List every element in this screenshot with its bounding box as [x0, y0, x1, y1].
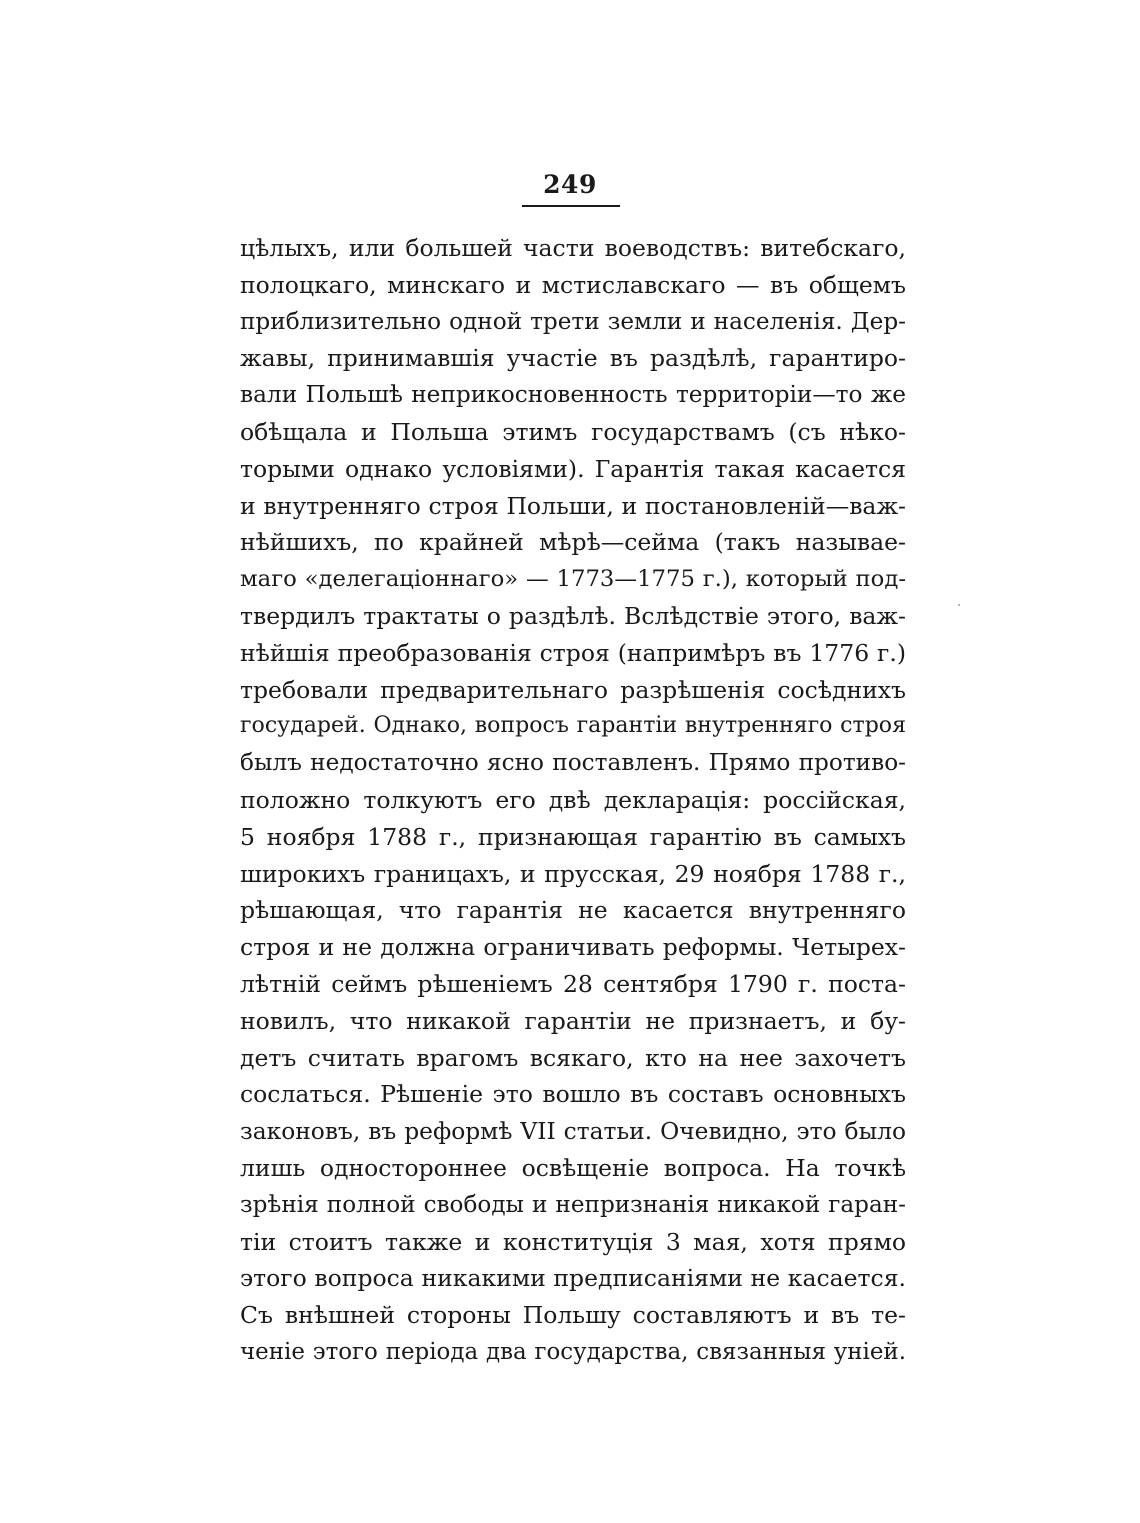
- text-line-1: цѣлыхъ, или большей части воеводствъ: витебскаго,: [240, 234, 906, 262]
- text-line-22: новилъ, что никакой гарантіи не признаетъ, и бу-: [240, 1006, 906, 1035]
- text-line-24: сослаться. Рѣшеніе это вошло въ составъ основныхъ: [240, 1080, 906, 1109]
- text-line-29: этого вопроса никакими предписаніями не касается.: [240, 1264, 906, 1293]
- text-line-13: требовали предварительнаго разрѣшенія сосѣднихъ: [240, 675, 906, 704]
- text-line-10: маго «делегаціоннаго» — 1773—1775 г.), который под-: [240, 566, 906, 593]
- text-line-20: строя и не должна ограничивать реформы. Четырех-: [240, 933, 906, 962]
- text-line-4: жавы, принимавшія участіе въ раздѣлѣ, гарантиро-: [240, 344, 906, 373]
- text-line-30: Съ внѣшней стороны Польшу составляютъ и въ те-: [240, 1301, 906, 1330]
- text-line-27: зрѣнія полной свободы и непризнанія никакой гаран-: [240, 1191, 906, 1218]
- text-line-17: 5 ноября 1788 г., признающая гарантію въ самыхъ: [240, 822, 906, 851]
- text-line-15: былъ недостаточно ясно поставленъ. Прямо противо-: [240, 749, 906, 777]
- text-line-7: торыми однако условіями). Гарантія такая касается: [240, 454, 906, 483]
- text-line-19: рѣшающая, что гарантія не касается внутренняго: [240, 896, 906, 925]
- text-line-12: нѣйшія преобразованія строя (напримѣръ въ 1776 г.): [240, 638, 906, 667]
- page-number: 249: [543, 170, 597, 199]
- text-line-5: вали Польшѣ неприкосновенность территоріи—то же: [240, 381, 906, 409]
- text-line-31: ченіе этого періода два государства, связанныя уніей.: [240, 1338, 906, 1365]
- text-line-18: широкихъ границахъ, и прусская, 29 ноября 1788 г.,: [240, 859, 906, 888]
- text-line-14: государей. Однако, вопросъ гарантіи внутренняго строя: [240, 713, 906, 739]
- text-line-25: законовъ, въ реформѣ VII статьи. Очевидно, это было: [240, 1117, 906, 1146]
- text-line-28: тіи стоитъ также и конституція 3 мая, хотя прямо: [240, 1227, 906, 1256]
- body-text: [240, 230, 906, 1371]
- text-line-16: положно толкуютъ его двѣ декларація: россійская,: [240, 785, 906, 814]
- text-line-26: лишь одностороннее освѣщеніе вопроса. На точкѣ: [240, 1153, 906, 1182]
- text-line-2: полоцкаго, минскаго и мстиславскаго — въ общемъ: [240, 270, 906, 299]
- text-line-23: детъ считать врагомъ всякаго, кто на нее захочетъ: [240, 1043, 906, 1072]
- text-line-8: и внутренняго строя Польши, и постановленій—важ-: [240, 491, 906, 520]
- text-line-3: приблизительно одной трети земли и населенія. Дер-: [240, 307, 906, 335]
- text-line-21: лѣтній сеймъ рѣшеніемъ 28 сентября 1790 г. поста-: [240, 969, 906, 998]
- text-line-11: твердилъ трактаты о раздѣлѣ. Вслѣдствіе этого, важ-: [240, 601, 906, 630]
- page-number-rule: [522, 205, 620, 207]
- paper-speck: [958, 604, 960, 606]
- text-line-9: нѣйшихъ, по крайней мѣрѣ—сейма (такъ называе-: [240, 528, 906, 557]
- text-line-6: обѣщала и Польша этимъ государствамъ (съ нѣко-: [240, 417, 906, 446]
